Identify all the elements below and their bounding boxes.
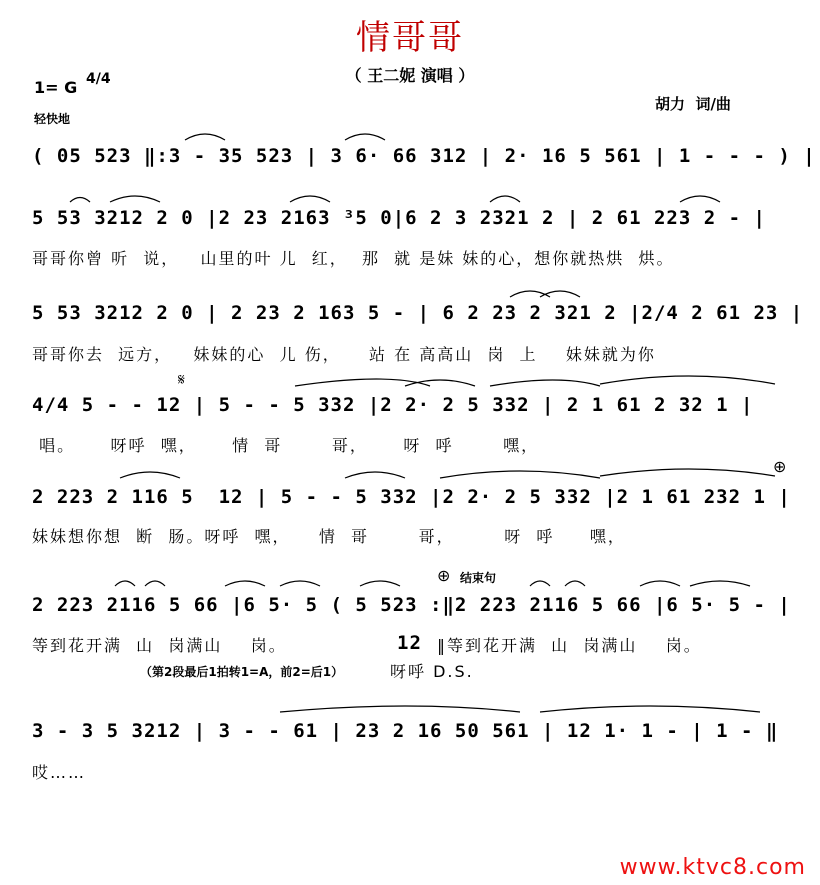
slur: [490, 380, 600, 386]
slur: [145, 581, 165, 586]
lyric-row-2: 哥哥你曾 听 说， 山里的叶 儿 红， 那 就 是妹 妹的心，想你就热烘 烘。: [32, 249, 675, 268]
ending-label: 结束句: [460, 571, 497, 585]
slur: [405, 380, 475, 386]
author-credit: 胡力 词/曲: [655, 95, 731, 113]
lyric-row-5: 妹妹想你想 断 肠。呀呼 嘿， 情 哥 哥， 呀 呼 嘿，: [32, 527, 626, 546]
song-title: 情哥哥: [356, 18, 464, 58]
slur: [530, 581, 550, 586]
modulation-note: （第2段最后1拍转1=A，前2=后1）: [140, 665, 344, 679]
slur: [280, 581, 320, 586]
slur: [110, 196, 160, 202]
key-signature: 1= G: [34, 78, 78, 97]
coda-sign-ending: ⊕: [437, 566, 451, 585]
slur: [690, 581, 750, 586]
slur: [360, 581, 400, 586]
watermark-text: www.ktvc8.com: [619, 855, 806, 880]
slur: [540, 706, 760, 712]
segno-sign: 𝄋: [178, 370, 185, 389]
slur: [225, 581, 265, 586]
slur: [510, 291, 550, 297]
coda-lyric: ‖等到花开满 山 岗满山 岗。: [437, 636, 702, 655]
slur: [120, 472, 180, 478]
slur: [565, 581, 585, 586]
slur: [345, 134, 385, 140]
lyric-row-6: 等到花开满 山 岗满山 岗。: [32, 636, 287, 655]
slur: [600, 376, 775, 384]
lyric-row-7: 哎……: [32, 763, 87, 782]
slur: [600, 469, 775, 476]
time-signature: 4/4: [86, 71, 111, 87]
slur: [345, 472, 405, 478]
tempo-marking: 轻快地: [34, 112, 71, 126]
slur: [640, 581, 680, 586]
score-row-1: ( 05 523 ‖:3 - 35 523 | 3 6· 66 312 | 2· 16 5 561 | 1 - - - ) |: [32, 145, 816, 167]
slur: [540, 291, 580, 297]
slur: [290, 196, 330, 202]
slur: [280, 706, 520, 712]
slur: [440, 471, 600, 478]
ds-instruction: 呀呼 D.S.: [390, 662, 474, 681]
slur: [680, 196, 720, 202]
coda-sign: ⊕: [773, 457, 787, 476]
slur: [115, 581, 135, 586]
slur: [490, 196, 520, 202]
slur: [185, 134, 225, 140]
score-row-2: 5 53 3212 2 0 |2 23 2163 ³5 0|6 2 3 2321 2 | 2 61 223 2 - |: [32, 207, 766, 229]
score-row-6: 2 223 2116 5 66 |6 5· 5 ( 5 523 :‖2 223 2116 5 66 |6 5· 5 - |: [32, 594, 791, 616]
slur: [70, 198, 90, 203]
coda-pickup-notes: 12: [397, 632, 422, 654]
performer-credit: （ 王二妮 演唱 ）: [345, 66, 475, 85]
score-row-7: 3 - 3 5 3212 | 3 - - 61 | 23 2 16 50 561 | 12 1· 1 - | 1 - ‖: [32, 720, 779, 742]
score-row-5: 2 223 2 116 5 12 | 5 - - 5 332 |2 2· 2 5 332 |2 1 61 232 1 |: [32, 486, 791, 508]
lyric-row-4: 唱。 呀呼 嘿， 情 哥 哥， 呀 呼 嘿，: [32, 436, 540, 455]
lyric-row-3: 哥哥你去 远方， 妹妹的心 儿 伤， 站 在 高高山 岗 上 妹妹就为你: [32, 345, 656, 364]
score-row-3: 5 53 3212 2 0 | 2 23 2 163 5 - | 6 2 23 2 321 2 |2/4 2 61 23 |: [32, 302, 804, 324]
score-row-4: 4/4 5 - - 12 | 5 - - 5 332 |2 2· 2 5 332 | 2 1 61 2 32 1 |: [32, 394, 754, 416]
